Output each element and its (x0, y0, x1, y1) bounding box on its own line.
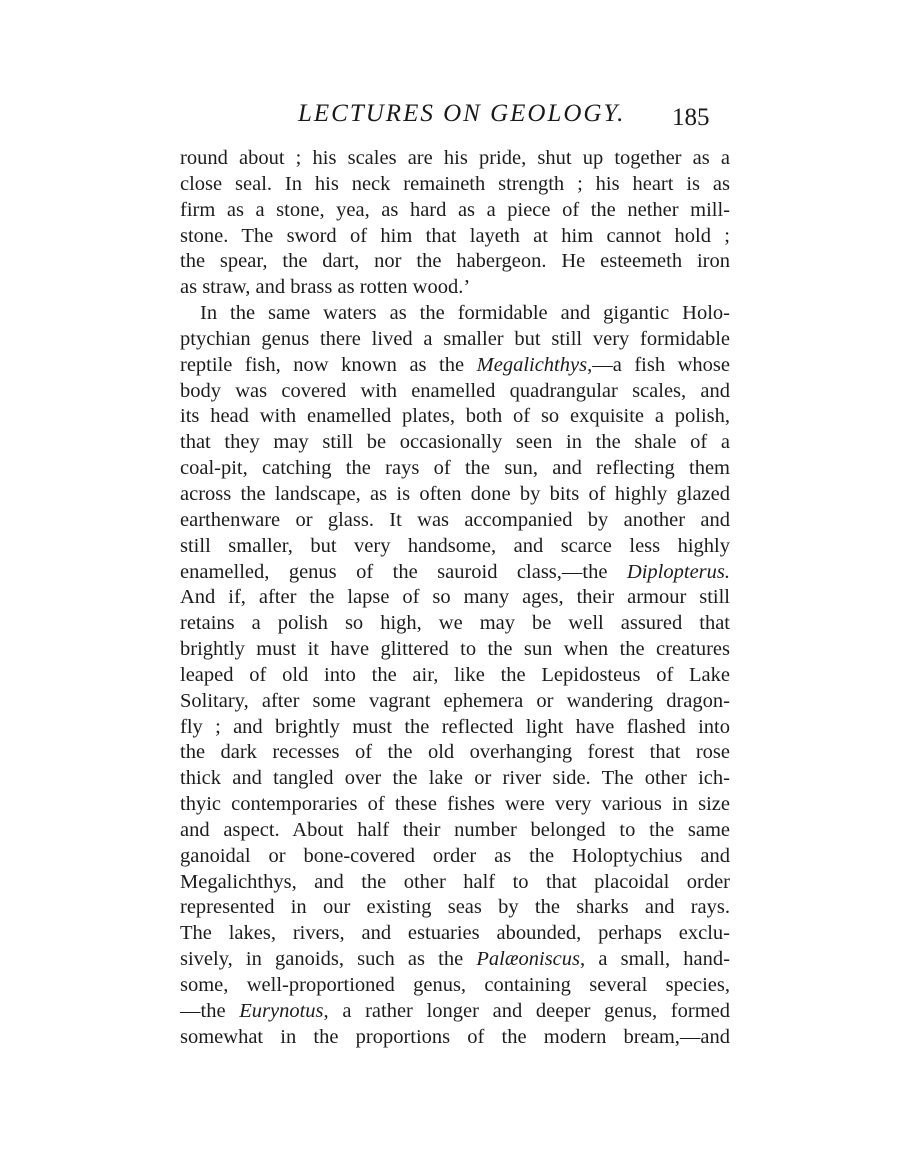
text-line (180, 844, 730, 870)
text-line (180, 663, 730, 689)
text-run: In the same waters as the formidable and gigantic Holo- (200, 302, 730, 325)
text-run: Solitary, after some vagrant ephemera or wandering dragon- (180, 689, 730, 712)
text-run: retains a polish so high, we may be well assured that (180, 612, 730, 635)
text-run: Megalichthys, and the other half to that placoidal order (180, 870, 730, 893)
text-line (180, 379, 730, 405)
text-line (180, 870, 730, 896)
italic-taxon-name: Megalichthys (476, 353, 588, 376)
text-line (180, 249, 730, 275)
text-run: its head with enamelled plates, both of so exquisite a polish, (180, 405, 730, 428)
text-run: that they may still be occasionally seen in the shale of a (180, 431, 730, 454)
text-line (180, 740, 730, 766)
italic-taxon-name: Palæoniscus (476, 948, 581, 971)
text-line (180, 224, 730, 250)
text-run: some, well-proportioned genus, containing several species, (180, 974, 730, 996)
text-line (180, 327, 730, 353)
text-line (180, 456, 730, 482)
text-line (180, 947, 730, 973)
text-run: , a rather longer and deeper genus, formed (323, 999, 731, 1022)
text-line (180, 999, 730, 1025)
text-line (180, 560, 730, 586)
text-line (180, 689, 730, 715)
text-line (180, 172, 730, 198)
text-run: earthenware or glass. It was accompanied by another and (180, 508, 730, 531)
body-text (180, 146, 730, 1051)
page-number: 185 (672, 104, 710, 131)
text-line (180, 895, 730, 921)
text-line (180, 611, 730, 637)
text-line (180, 921, 730, 947)
text-run: the dark recesses of the old overhanging forest that rose (180, 741, 730, 764)
text-run: across the landscape, as is often done by bits of highly glazed (180, 482, 730, 505)
text-line (180, 637, 730, 663)
text-run: , a small, hand- (580, 948, 730, 971)
text-run: body was covered with enamelled quadrangular scales, and (180, 379, 730, 402)
text-run: still smaller, but very handsome, and scarce less highly (180, 534, 730, 557)
text-line (180, 430, 730, 456)
text-line (180, 1025, 730, 1051)
text-line (180, 792, 730, 818)
text-line (180, 534, 730, 560)
text-run: leaped of old into the air, like the Lepidosteus of Lake (180, 663, 730, 686)
running-head (0, 100, 900, 136)
text-run: reptile fish, now known as the (180, 353, 477, 376)
text-run: brightly must it have glittered to the sun when the creatures (180, 638, 730, 661)
text-run: enamelled, genus of the sauroid class,—the (180, 560, 627, 583)
text-run: round about ; his scales are his pride, shut up together as a (180, 147, 730, 169)
text-run: The lakes, rivers, and estuaries abounded, perhaps exclu- (180, 922, 730, 945)
italic-taxon-name: Diplopterus. (626, 560, 730, 583)
text-line (180, 818, 730, 844)
text-run: ptychian genus there lived a smaller but still very formidable (180, 327, 730, 350)
text-line (180, 766, 730, 792)
text-run: as straw, and brass as rotten wood.’ (180, 276, 471, 299)
text-run: the spear, the dart, nor the habergeon. He esteemeth iron (180, 250, 730, 273)
text-run: somewhat in the proportions of the modern bream,—and (180, 1025, 730, 1048)
text-run: —the (180, 999, 240, 1022)
text-run: And if, after the lapse of so many ages, their armour still (180, 586, 730, 609)
text-line (180, 275, 730, 301)
text-line (180, 585, 730, 611)
text-run: thick and tangled over the lake or river side. The other ich- (180, 767, 730, 790)
text-run: close seal. In his neck remaineth strength ; his heart is as (180, 172, 730, 195)
text-run: sively, in ganoids, such as the (180, 948, 477, 971)
text-line (180, 715, 730, 741)
text-run: fly ; and brightly must the reflected light have flashed into (180, 715, 730, 738)
text-line (180, 301, 730, 327)
text-line (180, 508, 730, 534)
text-line (180, 146, 730, 172)
text-line (180, 353, 730, 379)
text-run: ganoidal or bone-covered order as the Holoptychius and (180, 844, 730, 867)
text-line (180, 198, 730, 224)
text-run: coal-pit, catching the rays of the sun, and reflecting them (180, 457, 730, 480)
text-line (180, 973, 730, 999)
italic-taxon-name: Eurynotus (239, 999, 324, 1022)
text-run: firm as a stone, yea, as hard as a piece of the nether mill- (180, 198, 730, 221)
text-line (180, 404, 730, 430)
text-run: stone. The sword of him that layeth at him cannot hold ; (180, 224, 730, 247)
text-run: and aspect. About half their number belonged to the same (180, 818, 730, 841)
text-line (180, 482, 730, 508)
text-run: thyic contemporaries of these fishes were very various in size (180, 793, 730, 816)
running-title: LECTURES ON GEOLOGY. (298, 100, 626, 127)
text-run: represented in our existing seas by the sharks and rays. (180, 896, 730, 919)
text-run: ,—a fish whose (587, 353, 731, 376)
